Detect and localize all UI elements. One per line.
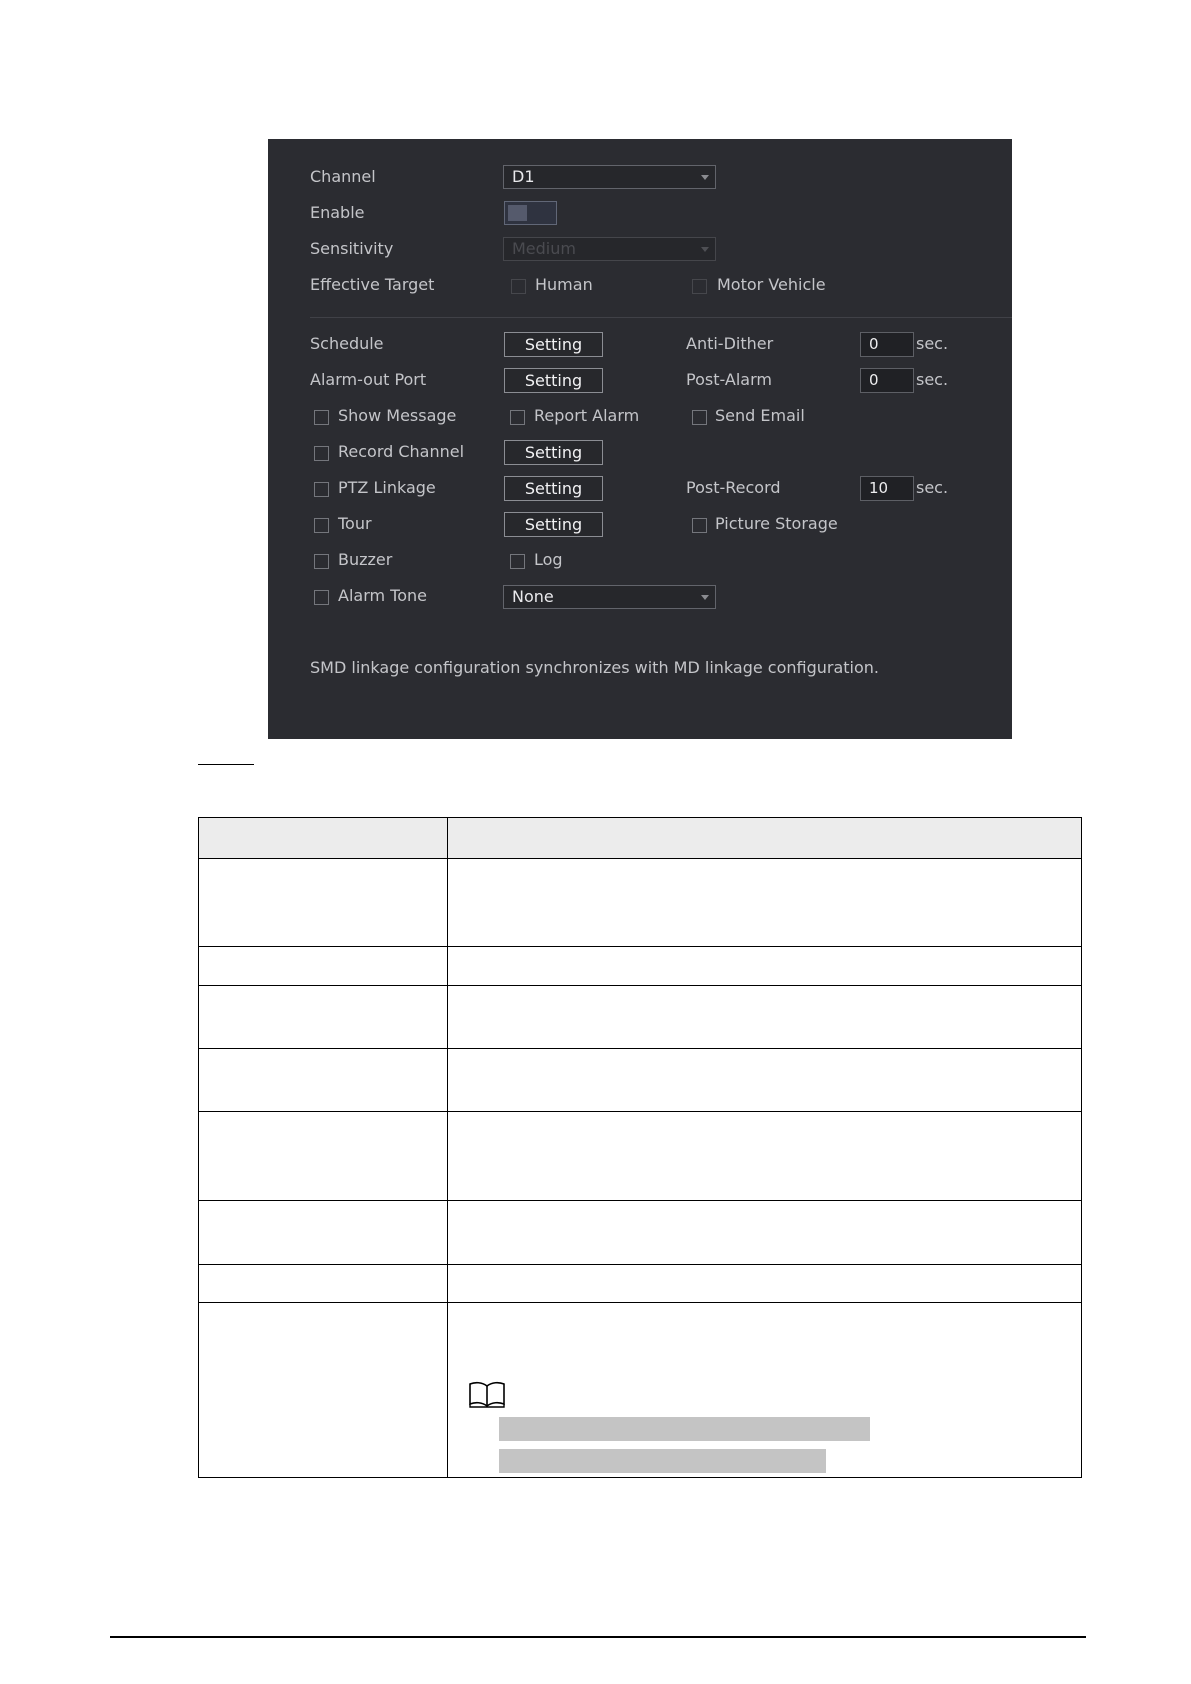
ptz-linkage-checkbox[interactable] [314,482,329,497]
parameter-table [198,817,1082,1478]
linkage-sync-note: SMD linkage configuration synchronizes with MD linkage configuration. [310,658,880,677]
effective-target-label: Effective Target [310,275,435,294]
record-channel-label: Record Channel [338,442,465,461]
motor-vehicle-checkbox [692,279,707,294]
human-label: Human [535,275,593,294]
post-alarm-unit: sec. [916,370,949,389]
footer-rule [110,1636,1086,1638]
report-alarm-checkbox[interactable] [510,410,525,425]
sensitivity-select [503,237,716,261]
ptz-linkage-label: PTZ Linkage [338,478,436,497]
tour-checkbox[interactable] [314,518,329,533]
anti-dither-input[interactable]: 0 [860,332,914,357]
figure-caption-rule [198,764,254,765]
table-cell [199,1303,448,1478]
human-checkbox [511,279,526,294]
table-cell [448,1049,1082,1112]
channel-select[interactable] [503,165,716,189]
buzzer-label: Buzzer [338,550,393,569]
record-channel-setting-button[interactable]: Setting [504,440,603,465]
send-email-label: Send Email [715,406,805,425]
table-cell [199,1049,448,1112]
smd-settings-panel [268,139,1012,739]
enable-label: Enable [310,203,365,222]
picture-storage-checkbox[interactable] [692,518,707,533]
anti-dither-unit: sec. [916,334,949,353]
table-cell [448,986,1082,1049]
enable-toggle[interactable] [504,201,557,225]
post-alarm-input[interactable]: 0 [860,368,914,393]
tour-label: Tour [338,514,372,533]
table-cell [448,1265,1082,1303]
schedule-label: Schedule [310,334,384,353]
table-cell [448,1201,1082,1265]
tour-setting-button[interactable]: Setting [504,512,603,537]
table-cell [199,859,448,947]
alarm-tone-select[interactable] [503,585,716,609]
ptz-linkage-setting-button[interactable]: Setting [504,476,603,501]
table-row [199,1201,1082,1265]
channel-label: Channel [310,167,376,186]
table-cell [199,1201,448,1265]
alarm-out-port-label: Alarm-out Port [310,370,427,389]
table-cell [448,1112,1082,1201]
table-row [199,986,1082,1049]
table-row [199,1265,1082,1303]
sensitivity-select-value: Medium [512,239,576,258]
toggle-knob [508,205,527,221]
alarm-tone-select-value: None [512,587,554,606]
channel-select-value: D1 [512,167,535,186]
caret-down-icon [701,175,709,180]
table-cell [199,986,448,1049]
send-email-checkbox[interactable] [692,410,707,425]
table-header-description [448,818,1082,859]
table-cell [448,859,1082,947]
log-label: Log [534,550,563,569]
section-divider [310,317,1012,318]
post-alarm-label: Post-Alarm [686,370,772,389]
table-row [199,1112,1082,1201]
alarm-tone-label: Alarm Tone [338,586,427,605]
picture-storage-label: Picture Storage [715,514,838,533]
table-cell [448,947,1082,986]
book-icon [468,1380,506,1408]
table-header-row [199,818,1082,859]
table-row [199,1049,1082,1112]
log-checkbox[interactable] [510,554,525,569]
table-row [199,859,1082,947]
caret-down-icon [701,595,709,600]
alarm-tone-checkbox[interactable] [314,590,329,605]
show-message-label: Show Message [338,406,457,425]
alarm-out-setting-button[interactable]: Setting [504,368,603,393]
post-record-label: Post-Record [686,478,781,497]
anti-dither-label: Anti-Dither [686,334,774,353]
motor-vehicle-label: Motor Vehicle [717,275,826,294]
post-record-unit: sec. [916,478,949,497]
table-cell [199,1265,448,1303]
schedule-setting-button[interactable]: Setting [504,332,603,357]
caret-down-icon [701,247,709,252]
sensitivity-label: Sensitivity [310,239,394,258]
buzzer-checkbox[interactable] [314,554,329,569]
report-alarm-label: Report Alarm [534,406,640,425]
table-cell [199,1112,448,1201]
show-message-checkbox[interactable] [314,410,329,425]
post-record-input[interactable]: 10 [860,476,914,501]
redacted-note-line-1 [499,1417,870,1441]
table-row [199,947,1082,986]
table-cell [199,947,448,986]
record-channel-checkbox[interactable] [314,446,329,461]
table-header-parameter [199,818,448,859]
redacted-note-line-2 [499,1449,826,1473]
